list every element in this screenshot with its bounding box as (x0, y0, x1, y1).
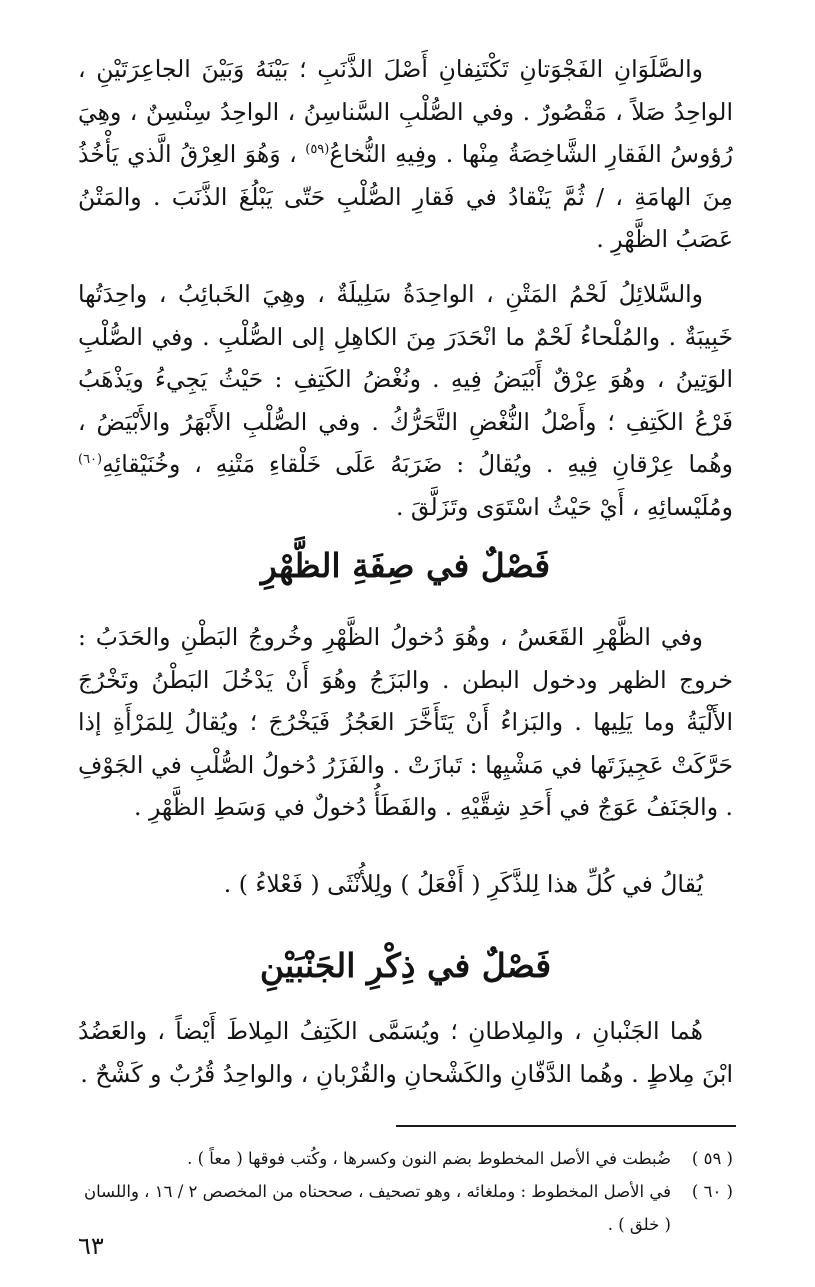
footnote-divider (396, 1125, 736, 1127)
footnote-item (78, 1142, 733, 1175)
footnotes (78, 1142, 733, 1241)
footnote-text: في الأصل المخطوط : وملغائه ، وهو تصحيف ، صححناه من المخصص ٢ / ١٦ ، واللسان ( خلق ) . (84, 1182, 671, 1234)
page-body (78, 48, 733, 1287)
paragraph-form-note: يُقالُ في كُلِّ هذا لِلذَّكَرِ ( أَفْعَلُ ) ولِلأُنْثَى ( فَعْلاءُ ) . (223, 870, 703, 898)
paragraph-back-description: وفي الظَّهْرِ القَعَسُ ، وهُوَ دُخولُ الظَّهْرِ وخُروجُ البَطْنِ والحَدَبُ : خروج الظهر ودخول البطن . والبَزَجُ وهُوَ أَنْ يَدْخُلَ البَطْنُ وتَخْرُجَ الأَلْيَةُ وما يَلِيها . والبَزاءُ أَنْ يَتَأَخَّرَ العَجُزُ فَيَخْرُجَ ؛ ويُقالُ لِلمَرْأَةِ إذا حَرَّكَتْ عَجِيزَتَها في مَشْيِها : تَبازَتْ . والفَزَرُ دُخولُ الصُّلْبِ في الجَوْفِ . والجَنَفُ عَوَجٌ في أَحَدِ شِقَّيْهِ . والفَطَأُ دُخولٌ في وَسَطِ الظَّهْرِ . (78, 623, 733, 822)
paragraph-back-flesh (78, 273, 733, 529)
footnote-number: ( ٦٠ ) (691, 1182, 733, 1201)
paragraph-spine (78, 48, 733, 261)
section-heading-flanks: فَصْلٌ في ذِكْرِ الجَنْبَيْنِ (259, 946, 552, 985)
paragraph-flanks: هُما الجَنْبانِ ، والمِلاطانِ ؛ ويُسَمَّى الكَتِفُ المِلاطَ أَيْضاً ، والعَضُدُ ابْنَ مِلاطٍ . وهُما الدَّفّانِ والكَشْحانِ والقُرْبانِ ، والواحِدُ قُرُبٌ و كَشْحٌ . (78, 1017, 733, 1088)
footnote-number: ( ٥٩ ) (691, 1149, 733, 1168)
paragraph-text: ومُلَيْسائِهِ ، أَيْ حَيْثُ اسْتَوَى وتَزَلَّقَ . (395, 492, 733, 521)
footnote-ref-60: (٦٠) (78, 452, 103, 468)
section-heading-back: فَصْلٌ في صِفَةِ الظَّهْرِ (260, 546, 551, 585)
paragraph-text: والسَّلائِلُ لَحْمُ المَتْنِ ، الواحِدَةُ سَلِيلَةٌ ، وهِيَ الخَبائِبُ ، واحِدَتُها خَبِيبَةٌ . والمُلْحاءُ لَحْمٌ ما انْحَدَرَ مِنَ الكاهِلِ إلى الصُّلْبِ . وفي الصُّلْبِ الوَتِينُ ، وهُوَ عِرْقٌ أَبْيَضُ فِيهِ . ونُغْضُ الكَتِفِ : حَيْثُ يَجِيءُ ويَذْهَبُ فَرْعُ الكَتِفِ ؛ وأَصْلُ النُّغْضِ التَّحَرُّكُ . وفي الصُّلْبِ الأَبْهَرُ والأَبْيَضُ ، وهُما عِرْقانِ فِيهِ . ويُقالُ : ضَرَبَهُ عَلَى خَلْقاءِ مَتْنِهِ ، وخُنَيْقائِهِ (78, 280, 733, 479)
paragraph-text: ، وَهُوَ العِرْقُ الَّذي يَأْخُذُ مِنَ الهامَةِ ، / ثُمَّ يَنْقادُ في فَقارِ الصُّلْبِ حَتّى يَبْلُغَ الذَّنَبَ . والمَتْنُ عَصَبُ الظَّهْرِ . (78, 140, 733, 254)
footnote-ref-59: (٥٩) (305, 142, 330, 158)
page-number: ٦٣ (78, 1232, 104, 1260)
footnote-item (78, 1175, 733, 1241)
paragraph-text: والصَّلَوَانِ الفَجْوَتانِ تَكْتَنِفانِ أَصْلَ الذَّنَبِ ؛ بَيْنَهُ وَبَيْنَ الجاعِرَتَيْنِ ، الواحِدُ صَلاً ، مَقْصُورٌ . وفي الصُّلْبِ السَّناسِنُ ، الواحِدُ سِنْسِنٌ ، وهِيَ رُؤوسُ الفَقارِ الشَّاخِصَةُ مِنْها . وفِيهِ النُّخاعُ (78, 55, 733, 169)
footnote-text: ضُبطت في الأصل المخطوط بضم النون وكسرها ، وكُتب فوقها ( معاً ) . (187, 1149, 671, 1168)
